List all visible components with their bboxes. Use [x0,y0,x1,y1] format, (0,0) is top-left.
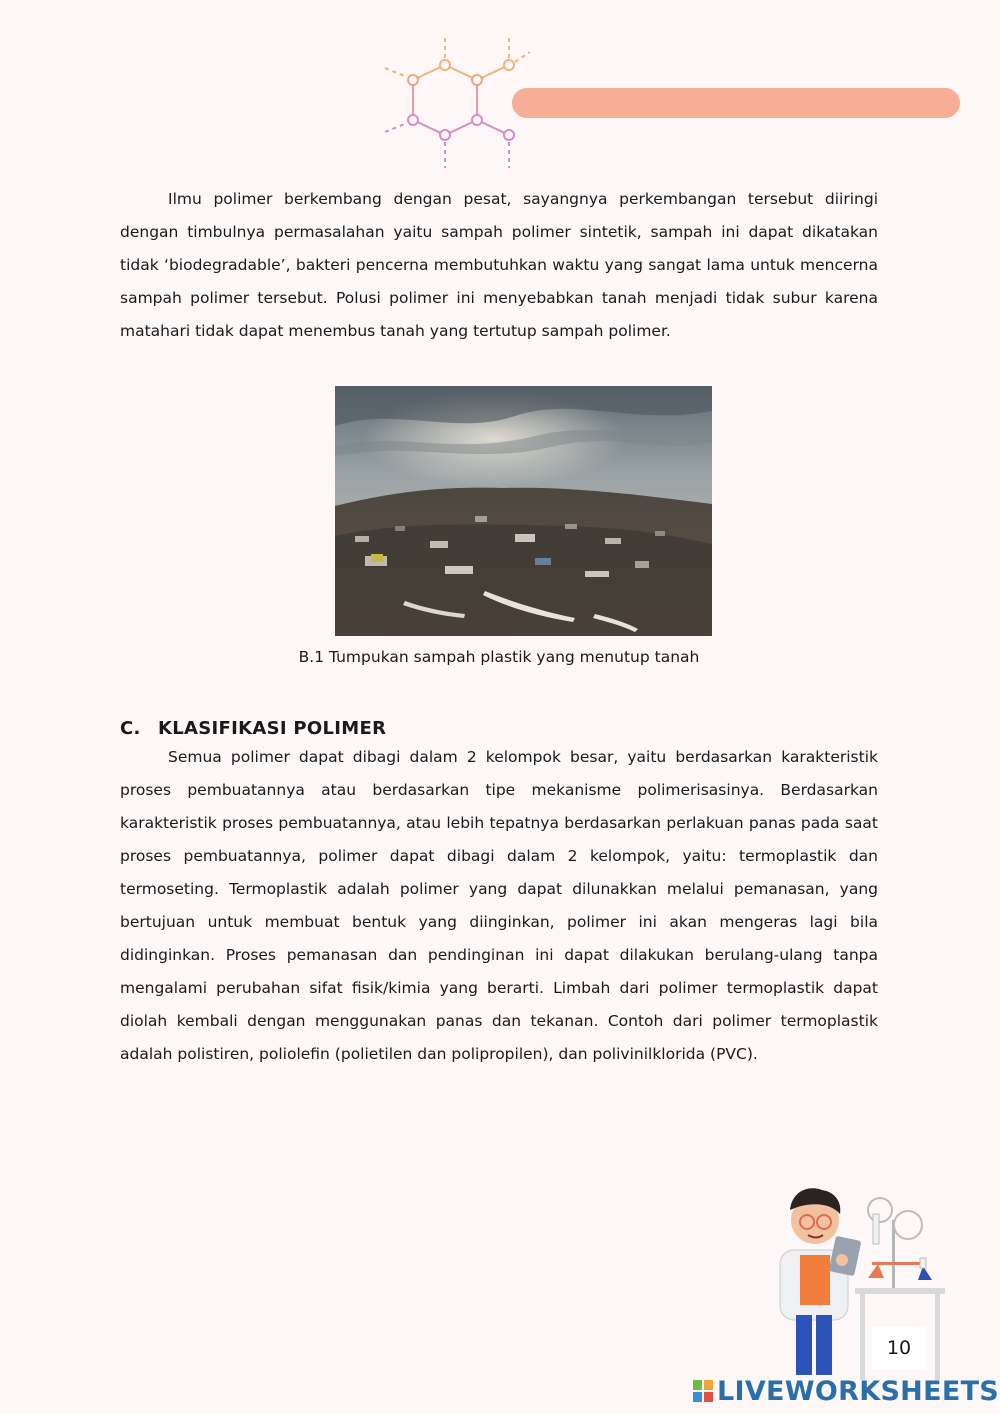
hexagon-molecule-icon [380,32,530,172]
header-accent-bar [512,88,960,118]
classification-paragraph-text: Semua polimer dapat dibagi dalam 2 kelompok besar, yaitu berdasarkan karakteristik proses pembuatannya atau berdasarkan tipe mekanisme polimerisasinya. Berdasarkan karakteristik proses pembuatannya, atau lebih tepatnya berdasarkan perlakuan panas pada saat proses pembuatannya, polimer dapat dibagi dalam 2 kelompok, yaitu: termoplastik dan termoseting. Termoplastik adalah polimer yang dapat dilunakkan melalui pemanasan, yang bertujuan untuk membuat bentuk yang diinginkan, polimer ini akan mengeras lagi bila didinginkan. Proses pemanasan dan pendinginan ini dapat dilakukan berulang-ulang tanpa mengalami perubahan sifat fisik/kimia yang berarti. Limbah dari polimer termoplastik dapat diolah kembali dengan menggunakan panas dan tekanan. Contoh dari polimer termoplastik adalah polistiren, poliolefin (polietilen dan polipropilen), dan polivinilklorida (PVC). [120,748,878,1063]
liveworksheets-watermark [693,1374,999,1408]
watermark-text: LIVEWORKSHEETS [717,1375,1000,1407]
plastic-waste-landfill-photo [335,386,712,636]
liveworksheets-logo-icon [693,1380,713,1402]
page-number: 10 [872,1327,926,1369]
classification-paragraph [120,741,878,1071]
section-number: C. [120,718,141,739]
intro-paragraph-text: Ilmu polimer berkembang dengan pesat, sayangnya perkembangan tersebut diiringi dengan timbulnya permasalahan yaitu sampah polimer sintetik, sampah ini dapat dikatakan tidak ‘biodegradable’, bakteri pencerna membutuhkan waktu yang sangat lama untuk mencerna sampah polimer tersebut. Polusi polimer ini menyebabkan tanah menjadi tidak subur karena matahari tidak dapat menembus tanah yang tertutup sampah polimer. [120,190,878,340]
section-heading [120,718,386,739]
section-title: KLASIFIKASI POLIMER [158,718,387,739]
intro-paragraph [120,183,878,348]
figure-caption: B.1 Tumpukan sampah plastik yang menutup tanah [298,648,700,666]
